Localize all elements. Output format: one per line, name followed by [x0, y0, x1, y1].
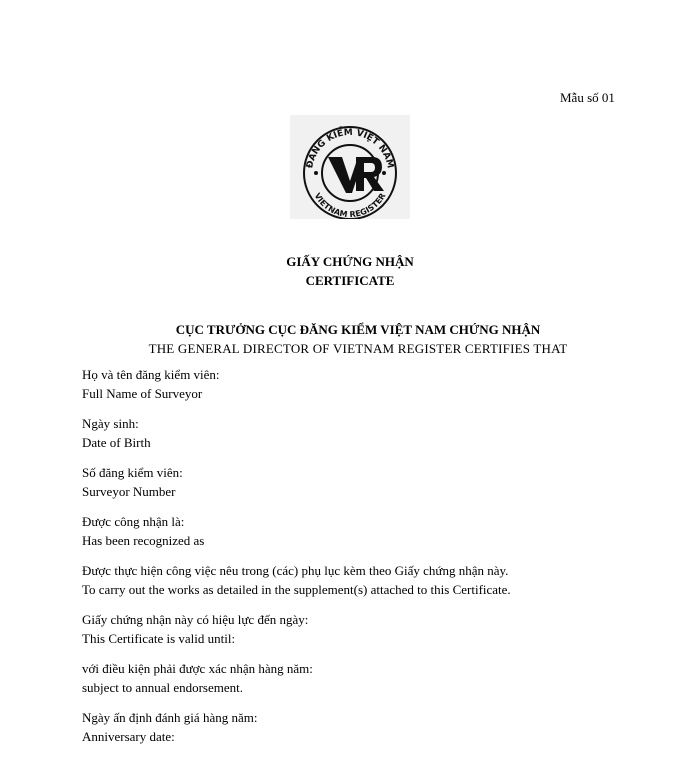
- vietnam-register-logo: [290, 115, 410, 219]
- field-label-en: Surveyor Number: [82, 484, 176, 499]
- field-label-vn: Ngày ấn định đánh giá hàng năm:: [82, 710, 258, 725]
- svg-text:ĐĂNG KIỂM VIỆT NAM: ĐĂNG KIỂM VIỆT NAM: [305, 127, 395, 170]
- form-number: Mẫu số 01: [560, 90, 615, 105]
- field-label-vn: Số đăng kiểm viên:: [82, 465, 183, 480]
- field-annual-endorsement: [82, 659, 642, 697]
- field-label-vn: Giấy chứng nhận này có hiệu lực đến ngày:: [82, 612, 309, 627]
- svg-text:VIETNAM REGISTER: VIETNAM REGISTER: [312, 191, 388, 219]
- field-label-vn: Được công nhận là:: [82, 514, 185, 529]
- field-works-scope: [82, 561, 642, 599]
- field-label-en: To carry out the works as detailed in the supplement(s) attached to this Certificate.: [82, 582, 511, 597]
- field-surveyor-number: [82, 463, 642, 501]
- field-label-vn: Được thực hiện công việc nêu trong (các) phụ lục kèm theo Giấy chứng nhận này.: [82, 563, 509, 578]
- field-label-en: Has been recognized as: [82, 533, 205, 548]
- field-label-vn: Họ và tên đăng kiểm viên:: [82, 367, 220, 382]
- field-label-en: subject to annual endorsement.: [82, 680, 244, 695]
- field-recognized-as: [82, 512, 642, 550]
- field-surveyor-name: [82, 365, 642, 403]
- field-date-of-birth: [82, 414, 642, 452]
- field-label-vn: Ngày sinh:: [82, 416, 139, 431]
- certify-statement-vn: CỤC TRƯỞNG CỤC ĐĂNG KIỂM VIỆT NAM CHỨNG NHẬN: [175, 322, 541, 337]
- field-anniversary-date: [82, 708, 642, 746]
- field-label-en: Date of Birth: [82, 435, 151, 450]
- certificate-title-vn: GIẤY CHỨNG NHẬN: [286, 254, 414, 269]
- field-label-en: This Certificate is valid until:: [82, 631, 236, 646]
- certificate-fields: [82, 365, 642, 757]
- field-label-vn: với điều kiện phải được xác nhận hàng năm:: [82, 661, 313, 676]
- certificate-title-en: CERTIFICATE: [305, 273, 395, 288]
- field-label-en: Anniversary date:: [82, 729, 175, 744]
- certify-statement-en: THE GENERAL DIRECTOR OF VIETNAM REGISTER CERTIFIES THAT: [148, 341, 568, 356]
- vr-seal-icon: [290, 115, 410, 219]
- field-label-en: Full Name of Surveyor: [82, 386, 203, 401]
- field-valid-until: [82, 610, 642, 648]
